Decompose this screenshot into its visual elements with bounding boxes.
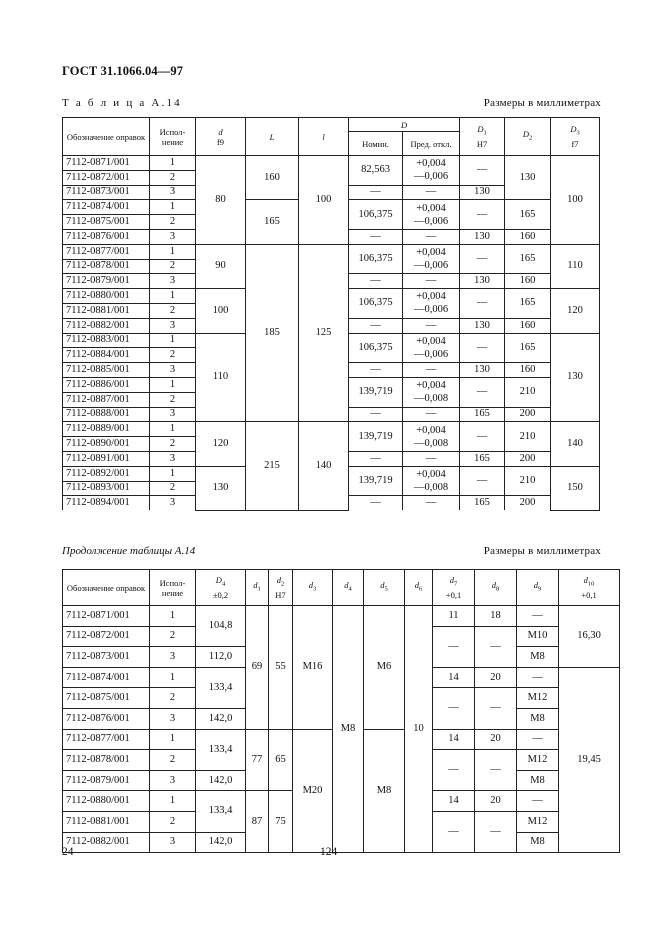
D1-cell: 130	[460, 318, 505, 333]
designation-cell: 7112-0875/001	[63, 688, 150, 709]
D2-cell: 165	[505, 333, 551, 363]
version-cell: 2	[150, 348, 196, 363]
table-a14-continued	[62, 569, 620, 853]
D1-cell: —	[460, 289, 505, 319]
D2-cell: 160	[505, 274, 551, 289]
d6-cell: 10	[405, 606, 433, 853]
designation-cell: 7112-0894/001	[63, 496, 150, 510]
deviation-value: +0,004	[416, 158, 446, 170]
d-cell: 90	[196, 244, 246, 288]
d8-cell: —	[475, 688, 517, 729]
col-d: d f9	[196, 118, 246, 156]
d9-cell: M10	[517, 626, 559, 647]
Dn-cell: —	[349, 496, 403, 510]
deviation-value: +0,004	[416, 424, 446, 436]
Dn-cell: —	[349, 185, 403, 200]
D2-cell: 200	[505, 496, 551, 510]
deviation-value: —0,008	[413, 393, 449, 405]
designation-cell: 7112-0880/001	[63, 289, 150, 304]
deviation-value: —0,006	[413, 348, 449, 360]
designation-cell: 7112-0872/001	[63, 626, 150, 647]
version-cell: 2	[150, 392, 196, 407]
col-D1: $D_1$ H7	[460, 118, 505, 156]
sheet-number: 124	[320, 846, 338, 858]
D1-cell: 165	[460, 451, 505, 466]
Dn-cell: —	[349, 274, 403, 289]
designation-cell: 7112-0881/001	[63, 303, 150, 318]
version-cell: 1	[150, 200, 196, 215]
D3-cell: 140	[551, 422, 600, 466]
D2-cell: 165	[505, 200, 551, 230]
col-d3: $d_3$	[293, 570, 333, 606]
version-cell: 1	[150, 244, 196, 259]
Dn-cell: 106,375	[349, 289, 403, 319]
designation-cell: 7112-0873/001	[63, 647, 150, 668]
table-row	[63, 422, 600, 437]
version-cell: 2	[150, 750, 196, 771]
version-cell: 2	[150, 688, 196, 709]
Dd-cell	[403, 377, 460, 407]
col-D-nom: Номин.	[349, 132, 403, 156]
d7-cell: 11	[433, 606, 475, 627]
version-cell: 1	[150, 333, 196, 348]
version-cell: 3	[150, 318, 196, 333]
d2-cell: 65	[269, 729, 293, 791]
l-cell: 140	[299, 422, 349, 510]
Dd-cell	[403, 466, 460, 496]
designation-cell: 7112-0879/001	[63, 770, 150, 791]
d3-cell: M16	[293, 606, 333, 730]
designation-cell: 7112-0885/001	[63, 363, 150, 378]
col-d1: $d_1$	[246, 570, 269, 606]
col-l: l	[299, 118, 349, 156]
Dn-cell: 106,375	[349, 333, 403, 363]
L-cell: 160	[246, 156, 299, 200]
designation-cell: 7112-0874/001	[63, 200, 150, 215]
D2-cell: 210	[505, 377, 551, 407]
version-cell: 3	[150, 496, 196, 510]
designation-cell: 7112-0890/001	[63, 437, 150, 452]
d9-cell: M8	[517, 647, 559, 668]
version-cell: 1	[150, 466, 196, 481]
deviation-value: +0,004	[416, 247, 446, 259]
col-d4: $d_4$	[333, 570, 364, 606]
col-d9: $d_9$	[517, 570, 559, 606]
col-designation: Обозначение оправок	[63, 118, 150, 156]
d9-cell: M8	[517, 770, 559, 791]
version-cell: 1	[150, 156, 196, 171]
d7-cell: 14	[433, 729, 475, 750]
designation-cell: 7112-0879/001	[63, 274, 150, 289]
D4-cell: 133,4	[196, 791, 246, 832]
designation-cell: 7112-0876/001	[63, 229, 150, 244]
table-row	[63, 244, 600, 259]
version-cell: 2	[150, 811, 196, 832]
version-cell: 1	[150, 667, 196, 688]
Dn-cell: 106,375	[349, 200, 403, 230]
designation-cell: 7112-0881/001	[63, 811, 150, 832]
Dd-cell: —	[403, 185, 460, 200]
col-version: Испол- нение	[150, 570, 196, 606]
version-cell: 3	[150, 407, 196, 422]
D2-cell: 165	[505, 289, 551, 319]
d-cell: 110	[196, 333, 246, 422]
Dd-cell	[403, 244, 460, 274]
D3-cell: 110	[551, 244, 600, 288]
d7-cell: —	[433, 750, 475, 791]
designation-cell: 7112-0877/001	[63, 244, 150, 259]
version-cell: 3	[150, 229, 196, 244]
Dn-cell: —	[349, 318, 403, 333]
designation-cell: 7112-0889/001	[63, 422, 150, 437]
D1-cell: —	[460, 377, 505, 407]
D3-cell: 130	[551, 333, 600, 422]
designation-cell: 7112-0882/001	[63, 832, 150, 853]
L-cell: 185	[246, 244, 299, 422]
d2-cell: 55	[269, 606, 293, 730]
designation-cell: 7112-0884/001	[63, 348, 150, 363]
deviation-value: —0,008	[413, 482, 449, 494]
table-continuation-caption: Продолжение таблицы А.14	[62, 545, 196, 557]
d3-cell: M20	[293, 729, 333, 853]
Dd-cell	[403, 333, 460, 363]
deviation-value: +0,004	[416, 469, 446, 481]
D1-cell: —	[460, 200, 505, 230]
D1-cell: —	[460, 422, 505, 452]
d8-cell: 18	[475, 606, 517, 627]
d-cell: 100	[196, 289, 246, 333]
Dd-cell	[403, 156, 460, 186]
version-cell: 3	[150, 363, 196, 378]
d1-cell: 87	[246, 791, 269, 853]
designation-cell: 7112-0892/001	[63, 466, 150, 481]
col-L: L	[246, 118, 299, 156]
col-D3: $D_3$ f7	[551, 118, 600, 156]
D1-cell: 130	[460, 274, 505, 289]
version-cell: 1	[150, 422, 196, 437]
deviation-value: —0,006	[413, 304, 449, 316]
version-cell: 1	[150, 729, 196, 750]
D1-cell: —	[460, 244, 505, 274]
version-cell: 3	[150, 832, 196, 853]
designation-cell: 7112-0878/001	[63, 259, 150, 274]
d7-cell: —	[433, 626, 475, 667]
d9-cell: M12	[517, 811, 559, 832]
Dd-cell: —	[403, 318, 460, 333]
l-cell: 125	[299, 244, 349, 422]
col-d10: $d_{10}$ +0,1	[559, 570, 620, 606]
Dd-cell: —	[403, 274, 460, 289]
designation-cell: 7112-0874/001	[63, 667, 150, 688]
designation-cell: 7112-0893/001	[63, 481, 150, 496]
Dd-cell	[403, 289, 460, 319]
D1-cell: 165	[460, 407, 505, 422]
designation-cell: 7112-0878/001	[63, 750, 150, 771]
D4-cell: 133,4	[196, 667, 246, 708]
version-cell: 2	[150, 437, 196, 452]
D2-cell: 130	[505, 156, 551, 200]
Dd-cell: —	[403, 496, 460, 510]
D4-cell: 142,0	[196, 770, 246, 791]
d5-cell: M8	[364, 729, 405, 853]
Dd-cell: —	[403, 451, 460, 466]
table-a14	[62, 117, 600, 511]
col-D-dev: Пред. откл.	[403, 132, 460, 156]
version-cell: 2	[150, 259, 196, 274]
d9-cell: —	[517, 606, 559, 627]
col-d8: $d_8$	[475, 570, 517, 606]
version-cell: 1	[150, 289, 196, 304]
version-cell: 3	[150, 770, 196, 791]
d8-cell: 20	[475, 791, 517, 812]
Dd-cell	[403, 200, 460, 230]
D1-cell: 165	[460, 496, 505, 510]
version-cell: 3	[150, 185, 196, 200]
col-D: D	[349, 118, 460, 132]
designation-cell: 7112-0880/001	[63, 791, 150, 812]
D2-cell: 160	[505, 229, 551, 244]
table-caption: Т а б л и ц а А.14	[62, 97, 182, 109]
L-cell: 215	[246, 422, 299, 510]
version-cell: 2	[150, 170, 196, 185]
D3-cell: 100	[551, 156, 600, 245]
version-cell: 2	[150, 303, 196, 318]
Dd-cell: —	[403, 229, 460, 244]
col-d7: $d_7$ +0,1	[433, 570, 475, 606]
D2-cell: 160	[505, 363, 551, 378]
D1-cell: 130	[460, 185, 505, 200]
d9-cell: M8	[517, 832, 559, 853]
Dn-cell: 139,719	[349, 377, 403, 407]
d9-cell: —	[517, 729, 559, 750]
Dd-cell	[403, 422, 460, 452]
version-cell: 1	[150, 791, 196, 812]
col-D4: $D_4$ ±0,2	[196, 570, 246, 606]
d2-cell: 75	[269, 791, 293, 853]
d9-cell: M12	[517, 750, 559, 771]
designation-cell: 7112-0887/001	[63, 392, 150, 407]
col-d6: $d_6$	[405, 570, 433, 606]
deviation-value: +0,004	[416, 380, 446, 392]
d-cell: 130	[196, 466, 246, 510]
col-d2: $d_2$ H7	[269, 570, 293, 606]
D4-cell: 112,0	[196, 647, 246, 668]
D2-cell: 200	[505, 407, 551, 422]
D2-cell: 210	[505, 466, 551, 496]
d8-cell: —	[475, 626, 517, 667]
d1-cell: 77	[246, 729, 269, 791]
units-note: Размеры в миллиметрах	[483, 545, 601, 557]
version-cell: 1	[150, 377, 196, 392]
version-cell: 1	[150, 606, 196, 627]
col-version: Испол- нение	[150, 118, 196, 156]
document-header: ГОСТ 31.1066.04—97	[62, 64, 184, 78]
d4-cell: M8	[333, 606, 364, 853]
D1-cell: 130	[460, 229, 505, 244]
D1-cell: —	[460, 156, 505, 186]
Dn-cell: —	[349, 407, 403, 422]
table-row	[63, 606, 620, 627]
deviation-value: +0,004	[416, 335, 446, 347]
Dn-cell: 139,719	[349, 422, 403, 452]
version-cell: 2	[150, 626, 196, 647]
L-cell: 165	[246, 200, 299, 244]
Dn-cell: —	[349, 363, 403, 378]
d7-cell: 14	[433, 667, 475, 688]
Dn-cell: —	[349, 451, 403, 466]
d9-cell: M12	[517, 688, 559, 709]
designation-cell: 7112-0871/001	[63, 606, 150, 627]
D2-cell: 200	[505, 451, 551, 466]
d10-cell: 19,45	[559, 667, 620, 852]
Dd-cell: —	[403, 407, 460, 422]
d1-cell: 69	[246, 606, 269, 730]
d7-cell: 14	[433, 791, 475, 812]
designation-cell: 7112-0883/001	[63, 333, 150, 348]
Dd-cell: —	[403, 363, 460, 378]
version-cell: 3	[150, 451, 196, 466]
table-row	[63, 156, 600, 171]
Dn-cell: —	[349, 229, 403, 244]
d5-cell: M6	[364, 606, 405, 730]
version-cell: 2	[150, 215, 196, 230]
designation-cell: 7112-0882/001	[63, 318, 150, 333]
D2-cell: 210	[505, 422, 551, 452]
d-cell: 120	[196, 422, 246, 466]
d9-cell: —	[517, 791, 559, 812]
d9-cell: M8	[517, 708, 559, 729]
d8-cell: —	[475, 750, 517, 791]
d8-cell: 20	[475, 667, 517, 688]
D3-cell: 120	[551, 289, 600, 333]
D3-cell: 150	[551, 466, 600, 510]
deviation-value: —0,008	[413, 437, 449, 449]
version-cell: 2	[150, 481, 196, 496]
col-designation: Обозначение оправок	[63, 570, 150, 606]
designation-cell: 7112-0872/001	[63, 170, 150, 185]
version-cell: 3	[150, 647, 196, 668]
version-cell: 3	[150, 708, 196, 729]
D1-cell: —	[460, 333, 505, 363]
Dn-cell: 139,719	[349, 466, 403, 496]
d7-cell: —	[433, 811, 475, 852]
d8-cell: 20	[475, 729, 517, 750]
deviation-value: —0,006	[413, 215, 449, 227]
version-cell: 3	[150, 274, 196, 289]
deviation-value: —0,006	[413, 260, 449, 272]
units-note: Размеры в миллиметрах	[483, 97, 601, 109]
designation-cell: 7112-0891/001	[63, 451, 150, 466]
deviation-value: +0,004	[416, 291, 446, 303]
D4-cell: 104,8	[196, 606, 246, 647]
col-D2: $D_2$	[505, 118, 551, 156]
d8-cell: —	[475, 811, 517, 852]
designation-cell: 7112-0876/001	[63, 708, 150, 729]
D4-cell: 133,4	[196, 729, 246, 770]
D1-cell: —	[460, 466, 505, 496]
deviation-value: +0,004	[416, 202, 446, 214]
designation-cell: 7112-0871/001	[63, 156, 150, 171]
d-cell: 80	[196, 156, 246, 245]
designation-cell: 7112-0875/001	[63, 215, 150, 230]
col-d5: $d_5$	[364, 570, 405, 606]
deviation-value: —0,006	[413, 171, 449, 183]
page-number: 24	[62, 846, 74, 858]
designation-cell: 7112-0877/001	[63, 729, 150, 750]
Dn-cell: 82,563	[349, 156, 403, 186]
D2-cell: 160	[505, 318, 551, 333]
designation-cell: 7112-0873/001	[63, 185, 150, 200]
D4-cell: 142,0	[196, 832, 246, 853]
d7-cell: —	[433, 688, 475, 729]
l-cell: 100	[299, 156, 349, 245]
d9-cell: —	[517, 667, 559, 688]
Dn-cell: 106,375	[349, 244, 403, 274]
D1-cell: 130	[460, 363, 505, 378]
designation-cell: 7112-0886/001	[63, 377, 150, 392]
D2-cell: 165	[505, 244, 551, 274]
d10-cell: 16,30	[559, 606, 620, 668]
designation-cell: 7112-0888/001	[63, 407, 150, 422]
D4-cell: 142,0	[196, 708, 246, 729]
